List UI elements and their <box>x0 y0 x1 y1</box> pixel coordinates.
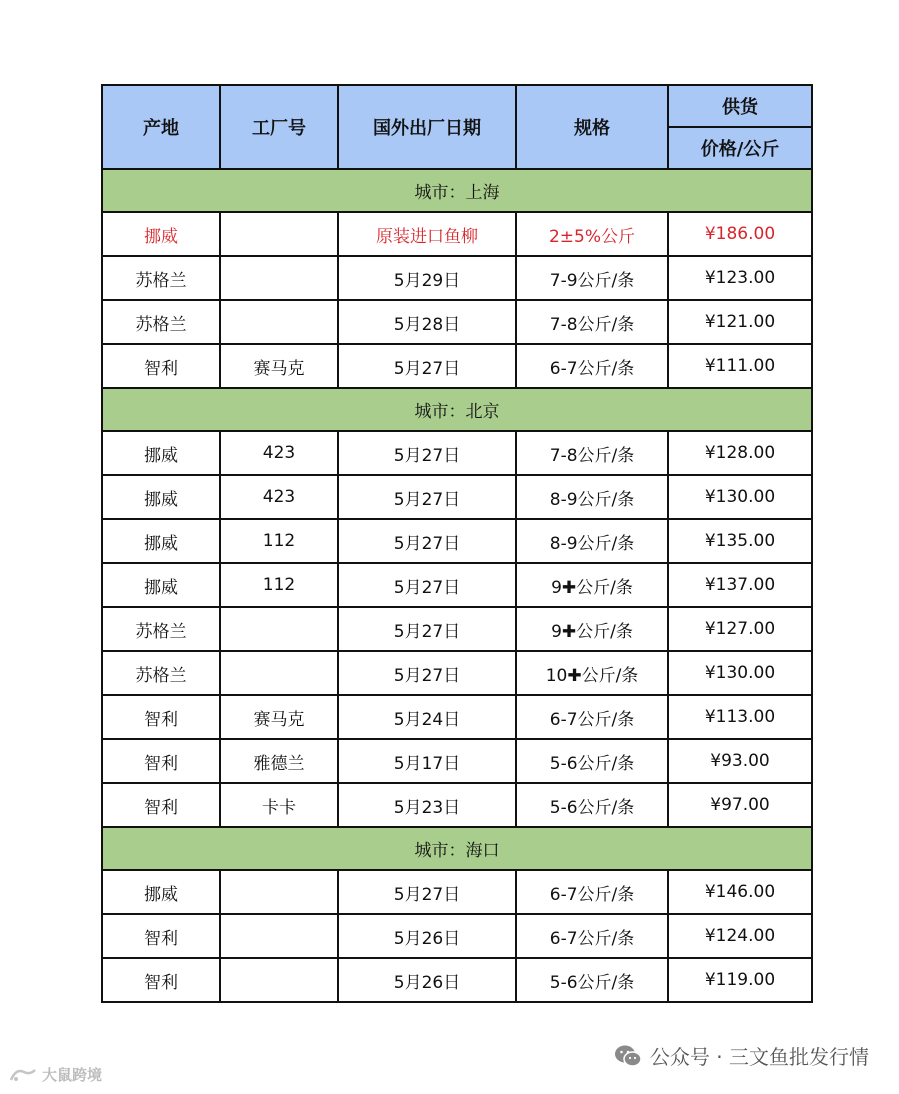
cell-spec: 5-6公斤/条 <box>516 783 668 827</box>
cell-price: ¥93.00 <box>668 739 812 783</box>
cell-spec: 6-7公斤/条 <box>516 870 668 914</box>
cell-origin: 挪威 <box>102 519 220 563</box>
cell-spec: 10✚公斤/条 <box>516 651 668 695</box>
table-row <box>102 914 812 958</box>
table-row <box>102 651 812 695</box>
cell-date: 5月29日 <box>338 256 516 300</box>
cell-price: ¥135.00 <box>668 519 812 563</box>
cell-price: ¥127.00 <box>668 607 812 651</box>
cell-factory <box>220 607 338 651</box>
cell-factory <box>220 958 338 1002</box>
header-spec: 规格 <box>516 85 668 169</box>
table-row <box>102 344 812 388</box>
city-label: 城市：上海 <box>102 169 812 212</box>
city-row <box>102 169 812 212</box>
cell-origin: 智利 <box>102 783 220 827</box>
cell-date: 5月27日 <box>338 607 516 651</box>
city-label: 城市：海口 <box>102 827 812 870</box>
cell-price: ¥130.00 <box>668 651 812 695</box>
cell-factory: 卡卡 <box>220 783 338 827</box>
header-supply: 供货 <box>668 85 812 127</box>
cell-date: 5月27日 <box>338 475 516 519</box>
cell-origin: 智利 <box>102 695 220 739</box>
footer-account <box>614 1041 869 1070</box>
cell-factory: 423 <box>220 475 338 519</box>
cell-date: 5月27日 <box>338 870 516 914</box>
footer-brand-text: 大鼠跨境 <box>42 1066 103 1084</box>
cell-factory <box>220 256 338 300</box>
cell-price: ¥97.00 <box>668 783 812 827</box>
cell-date: 5月17日 <box>338 739 516 783</box>
footer-account-text: 公众号 · 三文鱼批发行情 <box>649 1045 869 1069</box>
table-row <box>102 783 812 827</box>
table-row <box>102 300 812 344</box>
cell-origin: 挪威 <box>102 563 220 607</box>
cell-factory <box>220 212 338 256</box>
cell-price: ¥146.00 <box>668 870 812 914</box>
cell-factory: 雅德兰 <box>220 739 338 783</box>
table-row <box>102 431 812 475</box>
cell-price: ¥186.00 <box>668 212 812 256</box>
cell-factory <box>220 870 338 914</box>
cell-date: 5月27日 <box>338 563 516 607</box>
cell-date: 5月26日 <box>338 914 516 958</box>
table-body <box>102 169 812 1002</box>
cell-price: ¥111.00 <box>668 344 812 388</box>
footer-brand <box>8 1064 102 1085</box>
cell-origin: 智利 <box>102 739 220 783</box>
cell-origin: 苏格兰 <box>102 256 220 300</box>
cell-factory <box>220 651 338 695</box>
cell-price: ¥121.00 <box>668 300 812 344</box>
cell-spec: 5-6公斤/条 <box>516 958 668 1002</box>
cell-date: 5月27日 <box>338 651 516 695</box>
cell-spec: 9✚公斤/条 <box>516 607 668 651</box>
cell-factory: 赛马克 <box>220 344 338 388</box>
cell-date: 原装进口鱼柳 <box>338 212 516 256</box>
cell-price: ¥123.00 <box>668 256 812 300</box>
table-row <box>102 607 812 651</box>
cell-factory <box>220 914 338 958</box>
cell-spec: 8-9公斤/条 <box>516 475 668 519</box>
cell-price: ¥130.00 <box>668 475 812 519</box>
price-table <box>101 84 813 1003</box>
table-row <box>102 563 812 607</box>
cell-factory <box>220 300 338 344</box>
header-origin: 产地 <box>102 85 220 169</box>
table-header <box>102 85 812 169</box>
cell-origin: 苏格兰 <box>102 651 220 695</box>
cell-spec: 6-7公斤/条 <box>516 344 668 388</box>
cell-price: ¥113.00 <box>668 695 812 739</box>
cell-factory: 112 <box>220 563 338 607</box>
table-row <box>102 739 812 783</box>
cell-origin: 挪威 <box>102 870 220 914</box>
cell-origin: 苏格兰 <box>102 607 220 651</box>
cell-date: 5月27日 <box>338 431 516 475</box>
cell-date: 5月27日 <box>338 519 516 563</box>
cell-factory: 423 <box>220 431 338 475</box>
cell-spec: 7-8公斤/条 <box>516 300 668 344</box>
wechat-icon <box>614 1044 642 1068</box>
cell-price: ¥128.00 <box>668 431 812 475</box>
table-row <box>102 870 812 914</box>
cell-origin: 苏格兰 <box>102 300 220 344</box>
cell-date: 5月23日 <box>338 783 516 827</box>
table-row <box>102 695 812 739</box>
cell-origin: 智利 <box>102 344 220 388</box>
cell-spec: 7-8公斤/条 <box>516 431 668 475</box>
table-row <box>102 256 812 300</box>
cell-origin: 挪威 <box>102 212 220 256</box>
cell-spec: 5-6公斤/条 <box>516 739 668 783</box>
cell-date: 5月24日 <box>338 695 516 739</box>
city-label: 城市：北京 <box>102 388 812 431</box>
cell-date: 5月26日 <box>338 958 516 1002</box>
cell-spec: 6-7公斤/条 <box>516 914 668 958</box>
cell-factory: 赛马克 <box>220 695 338 739</box>
cell-spec: 8-9公斤/条 <box>516 519 668 563</box>
table-row <box>102 475 812 519</box>
cell-spec: 9✚公斤/条 <box>516 563 668 607</box>
header-date: 国外出厂日期 <box>338 85 516 169</box>
table-row <box>102 958 812 1002</box>
header-price-unit: 价格/公斤 <box>668 127 812 169</box>
cell-spec: 7-9公斤/条 <box>516 256 668 300</box>
brand-logo <box>8 1066 38 1084</box>
table-row <box>102 519 812 563</box>
cell-price: ¥137.00 <box>668 563 812 607</box>
cell-factory: 112 <box>220 519 338 563</box>
cell-date: 5月27日 <box>338 344 516 388</box>
cell-origin: 智利 <box>102 914 220 958</box>
cell-origin: 挪威 <box>102 475 220 519</box>
city-row <box>102 388 812 431</box>
cell-origin: 智利 <box>102 958 220 1002</box>
cell-origin: 挪威 <box>102 431 220 475</box>
city-row <box>102 827 812 870</box>
cell-spec: 6-7公斤/条 <box>516 695 668 739</box>
cell-spec: 2±5%公斤 <box>516 212 668 256</box>
header-factory: 工厂号 <box>220 85 338 169</box>
cell-date: 5月28日 <box>338 300 516 344</box>
table-row <box>102 212 812 256</box>
cell-price: ¥119.00 <box>668 958 812 1002</box>
cell-price: ¥124.00 <box>668 914 812 958</box>
